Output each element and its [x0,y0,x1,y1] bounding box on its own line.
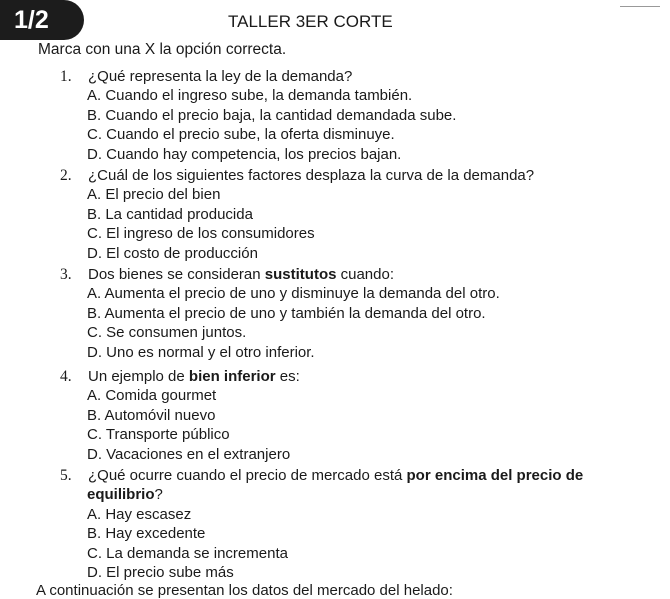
question-5 [60,466,583,583]
question-2 [60,166,534,263]
question-number: 5. [60,467,72,484]
question-number: 1. [60,68,72,85]
option-b[interactable]: B. Cuando el precio baja, la cantidad demandada sube. [87,106,457,124]
question-1 [60,67,456,164]
option-b[interactable]: B. La cantidad producida [87,205,253,223]
question-text: Dos bienes se consideran sustitutos cuando: [88,266,394,283]
question-text: ¿Qué representa la ley de la demanda? [88,68,353,85]
question-number: 2. [60,167,72,184]
page-number-badge: 1/2 [0,0,84,40]
option-c[interactable]: C. La demanda se incrementa [87,544,288,562]
option-b[interactable]: B. Automóvil nuevo [87,406,216,424]
option-b[interactable]: B. Aumenta el precio de uno y también la demanda del otro. [87,304,486,322]
corner-mark [620,0,660,7]
option-b[interactable]: B. Hay excedente [87,525,206,542]
option-a[interactable]: A. Aumenta el precio de uno y disminuye la demanda del otro. [87,285,500,302]
option-c[interactable]: C. Cuando el precio sube, la oferta disminuye. [87,126,395,143]
question-text-continued: equilibrio? [87,486,163,503]
question-number: 3. [60,266,72,283]
question-3 [60,265,500,362]
option-d[interactable]: D. El costo de producción [87,244,258,262]
question-number: 4. [60,368,72,385]
question-text: Un ejemplo de bien inferior es: [88,368,300,385]
option-c[interactable]: C. Transporte público [87,426,230,443]
option-a[interactable]: A. El precio del bien [87,186,221,203]
question-text: ¿Cuál de los siguientes factores desplaza la curva de la demanda? [88,167,535,184]
option-c[interactable]: C. El ingreso de los consumidores [87,225,315,242]
option-a[interactable]: A. Comida gourmet [87,387,217,404]
instruction-text: Marca con una X la opción correcta. [38,41,287,58]
option-d[interactable]: D. Cuando hay competencia, los precios bajan. [87,145,402,163]
option-c[interactable]: C. Se consumen juntos. [87,324,247,341]
option-d[interactable]: D. El precio sube más [87,564,234,581]
option-d[interactable]: D. Uno es normal y el otro inferior. [87,343,315,361]
page-title: TALLER 3ER CORTE [228,12,393,31]
question-4 [60,367,300,464]
option-a[interactable]: A. Hay escasez [87,505,192,523]
option-a[interactable]: A. Cuando el ingreso sube, la demanda también. [87,87,413,104]
footer-text: A continuación se presentan los datos del mercado del helado: [36,582,453,599]
question-text: ¿Qué ocurre cuando el precio de mercado está por encima del precio de [88,467,584,484]
option-d[interactable]: D. Vacaciones en el extranjero [87,445,291,463]
